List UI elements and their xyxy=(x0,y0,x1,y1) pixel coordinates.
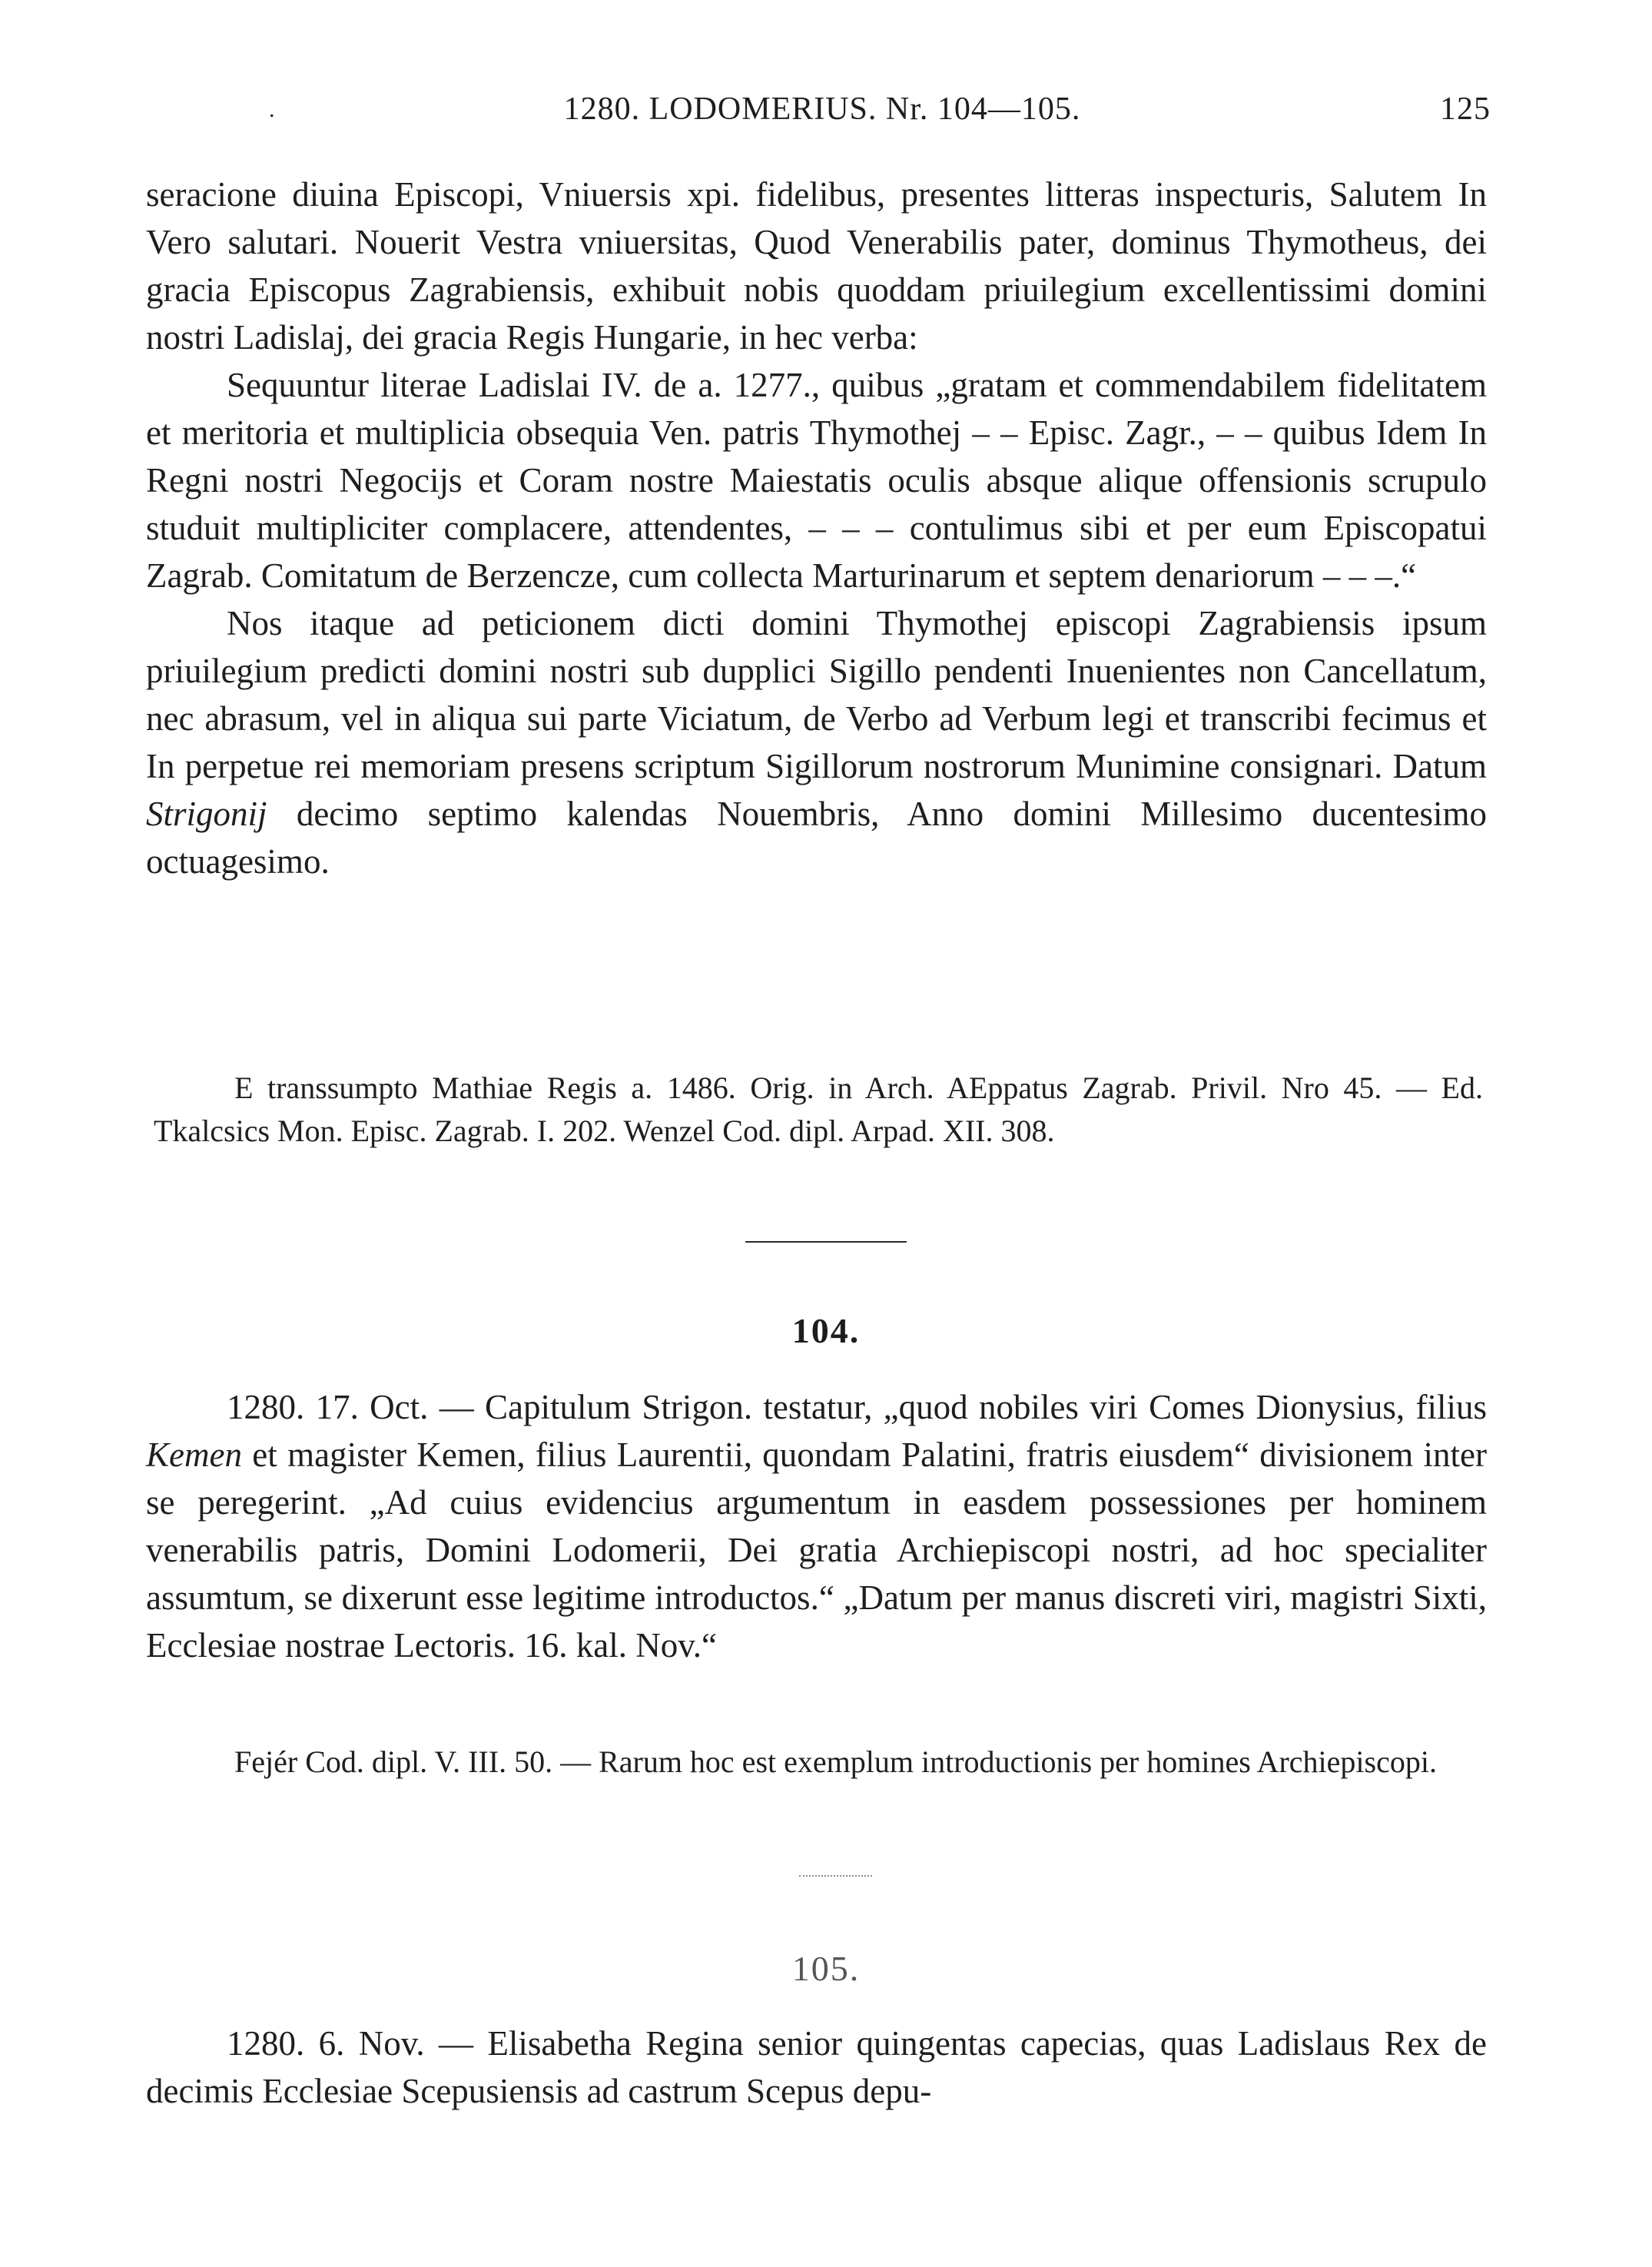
doc105-body xyxy=(146,2020,1487,2115)
doc103-paragraph-1: seracione diuina Episcopi, Vniuersis xpi. fidelibus, presentes litteras inspecturis, Salutem In Vero salutari. Nouerit Vestra vniuersitas, Quod Venerabilis pater, dominus Thymotheus, dei gracia Episcopus Zagrabiensis, exhibuit nobis quoddam priuilegium excellentissimi domini nostri Ladislaj, dei gracia Regis Hungarie, in hec verba: xyxy=(146,175,1487,357)
section-divider-faint xyxy=(799,1875,872,1877)
doc103-place-name: Strigonij xyxy=(146,795,267,833)
section-divider xyxy=(745,1241,907,1243)
doc104-italic-name: Kemen xyxy=(146,1436,242,1474)
doc103-continuation xyxy=(146,171,1487,885)
header-title: 1280. LODOMERIUS. Nr. 104—105. xyxy=(563,91,1081,127)
page-number: 125 xyxy=(1440,91,1491,127)
doc103-source-note xyxy=(154,1067,1483,1153)
doc104-paragraph xyxy=(146,1383,1487,1669)
doc104-body xyxy=(146,1383,1487,1669)
doc103-paragraph-3 xyxy=(146,599,1487,885)
doc104-text: 1280. 17. Oct. — Capitulum Strigon. testatur, „quod nobiles viri Comes Dionysius, filius xyxy=(227,1388,1487,1426)
doc104-number: 104. xyxy=(791,1311,861,1350)
doc103-paragraph-3-end: decimo septimo kalendas Nouembris, Anno domini Millesimo ducentesimo octuagesimo. xyxy=(146,795,1487,881)
doc103-paragraph-3-text: Nos itaque ad peticionem dicti domini Thymothej episcopi Zagrabiensis ipsum priuilegium predicti domini nostri sub dupplici Sigillo pendenti Inuenientes non Cancellatum, nec abrasum, vel in aliqua sui parte Viciatum, de Verbo ad Verbum legi et transcribi fecimus et In perpetue rei memoriam presens scriptum Sigillorum nostrorum Munimine consignari. Datum xyxy=(146,604,1487,785)
doc104-text-end: et magister Kemen, filius Laurentii, quondam Palatini, fratris eiusdem“ divisionem inter se peregerint. „Ad cuius evidencius argumentum in easdem possessiones per hominem venerabilis patris, Domini Lodomerii, Dei gratia Archiepiscopi nostri, ad hoc specialiter assumtum, se dixerunt esse legitime introductos.“ „Datum per manus discreti viri, magistri Sixti, Ecclesiae nostrae Lectoris. 16. kal. Nov.“ xyxy=(146,1436,1487,1665)
doc104-source-note xyxy=(154,1741,1483,1784)
running-header xyxy=(154,91,1491,137)
doc105-paragraph: 1280. 6. Nov. — Elisabetha Regina senior quingentas capecias, quas Ladislaus Rex de decimis Ecclesiae Scepusiensis ad castrum Scepus depu- xyxy=(146,2024,1487,2110)
doc104-source-text: Fejér Cod. dipl. V. III. 50. — Rarum hoc est exemplum introductionis per homines Archiepiscopi. xyxy=(234,1744,1437,1779)
doc103-source-text: E transsumpto Mathiae Regis a. 1486. Orig. in Arch. AEppatus Zagrab. Privil. Nro 45. — Ed. Tkalcsics Mon. Episc. Zagrab. I. 202. Wenzel Cod. dipl. Arpad. XII. 308. xyxy=(154,1070,1483,1148)
header-mark: . xyxy=(269,97,276,122)
doc103-paragraph-2: Sequuntur literae Ladislai IV. de a. 1277., quibus „gratam et commendabilem fidelitatem et meritoria et multiplicia obsequia Ven. patris Thymothej – – Episc. Zagr., – – quibus Idem In Regni nostri Negocijs et Coram nostre Maiestatis oculis absque alique offensionis scrupulo studuit multipliciter complacere, attendentes, – – – contulimus sibi et per eum Episcopatui Zagrab. Comitatum de Berzencze, cum collecta Marturinarum et septem denariorum – – –.“ xyxy=(146,366,1487,595)
doc105-number: 105. xyxy=(791,1949,861,1988)
